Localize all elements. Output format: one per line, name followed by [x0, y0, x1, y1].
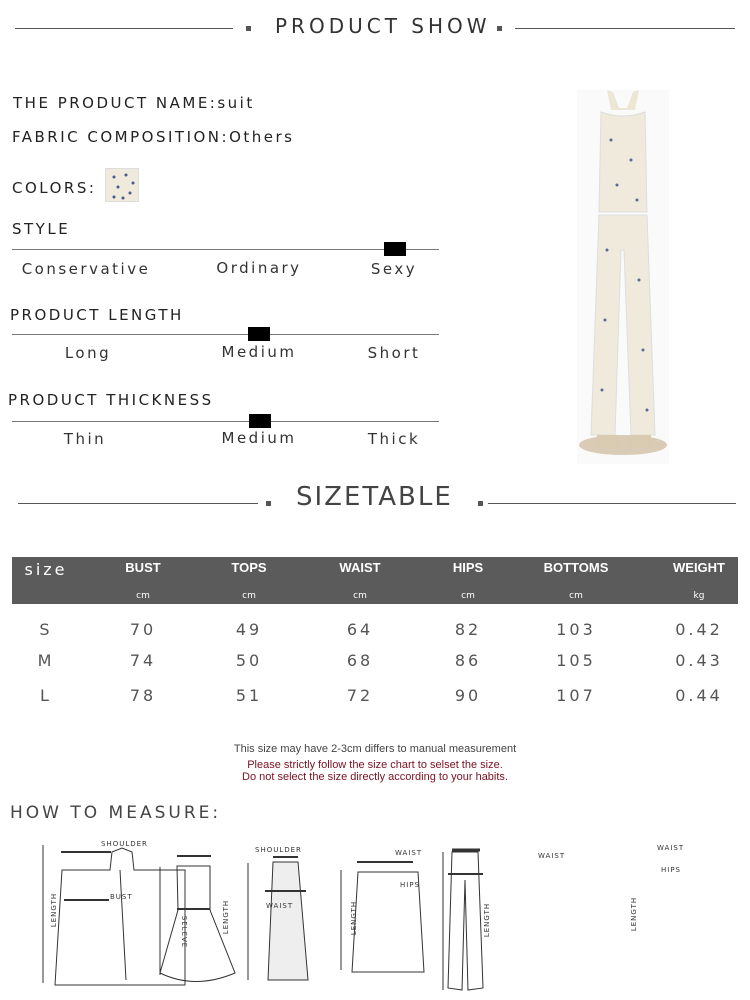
unit: cm: [242, 591, 256, 601]
length-option: Long: [64, 344, 112, 362]
jacket-shoulder-label: SHOULDER: [101, 840, 148, 848]
thickness-scale: [12, 421, 439, 422]
divider: [515, 28, 735, 29]
style-scale: [12, 249, 439, 250]
fabric-composition: FABRIC COMPOSITION:Others: [12, 128, 295, 146]
unit: cm: [461, 591, 475, 601]
how-to-measure-title: HOW TO MEASURE:: [10, 803, 222, 823]
page-title: PRODUCT SHOW: [275, 14, 491, 38]
divider-dot: [497, 26, 502, 31]
pants-waist-label: WAIST: [657, 844, 685, 852]
header-waist: WAIST: [339, 560, 381, 575]
jacket-bust-label: BUST: [110, 893, 133, 901]
unit: cm: [569, 591, 583, 601]
size-value: 74: [129, 651, 157, 670]
pants-diagram: [443, 850, 483, 990]
skirt-hips-label: HIPS: [400, 881, 420, 889]
header-bottoms: BOTTOMS: [543, 560, 609, 575]
style-option: Conservative: [21, 260, 151, 278]
size-value: 82: [454, 620, 482, 639]
header-tops: TOPS: [231, 560, 267, 575]
size-value: 49: [235, 620, 263, 639]
size-value: 90: [454, 686, 482, 705]
divider-dot: [246, 26, 251, 31]
jacket-length-label: LENGTH: [50, 892, 59, 928]
skirt-diagram: [248, 857, 308, 980]
divider: [18, 503, 258, 504]
size-label: M: [37, 651, 55, 670]
dress-length-label: LENGTH: [222, 899, 231, 935]
length-option: Medium: [221, 343, 297, 361]
size-value: 0.44: [675, 686, 723, 705]
divider-dot: [478, 501, 483, 506]
thickness-option: Thick: [367, 430, 421, 448]
colors-label: COLORS:: [12, 179, 97, 197]
jacket-sleeve-label: SELEVE: [180, 915, 189, 949]
length-option: Short: [367, 344, 421, 362]
floral-pattern-icon: [106, 169, 140, 203]
unit: kg: [693, 591, 705, 601]
size-value: 86: [454, 651, 482, 670]
divider: [488, 503, 736, 504]
size-label: S: [39, 620, 53, 639]
style-title: STYLE: [12, 220, 71, 238]
header-weight: WEIGHT: [673, 560, 725, 575]
header-size: size: [24, 560, 68, 579]
size-value: 72: [346, 686, 374, 705]
color-swatch[interactable]: [105, 168, 139, 202]
size-value: 78: [129, 686, 157, 705]
shorts-length-label: LENGTH: [483, 902, 492, 938]
header-hips: HIPS: [452, 560, 484, 575]
size-value: 103: [556, 620, 596, 639]
size-value: 105: [556, 651, 596, 670]
sizetable-title: SIZETABLE: [296, 482, 453, 512]
divider: [15, 28, 233, 29]
size-value: 107: [556, 686, 596, 705]
note-warning: Please strictly follow the size chart to selset the size.: [247, 759, 503, 771]
unit: cm: [353, 591, 367, 601]
dress-waist-label: WAIST: [266, 902, 294, 910]
pants-length-label: LENGTH: [630, 896, 639, 932]
note-warning: Do not select the size directly according to your habits.: [242, 771, 508, 783]
size-value: 51: [235, 686, 263, 705]
style-option: Sexy: [370, 260, 418, 278]
thickness-marker: [249, 414, 271, 428]
length-scale: [12, 334, 439, 335]
shorts-waist-label: WAIST: [538, 852, 566, 860]
unit: cm: [136, 591, 150, 601]
divider-dot: [266, 501, 271, 506]
skirt-waist-label: WAIST: [395, 849, 423, 857]
thickness-title: PRODUCT THICKNESS: [8, 391, 214, 409]
size-value: 68: [346, 651, 374, 670]
product-photo: [577, 90, 669, 464]
size-value: 0.42: [675, 620, 723, 639]
dress-shoulder-label: SHOULDER: [255, 846, 302, 854]
size-value: 70: [129, 620, 157, 639]
size-value: 50: [235, 651, 263, 670]
note-measurement: This size may have 2-3cm differs to manual measurement: [233, 743, 517, 755]
skirt-length-label: LENGTH: [350, 900, 359, 936]
style-option: Ordinary: [216, 259, 302, 277]
length-title: PRODUCT LENGTH: [10, 306, 184, 324]
outfit-illustration: [577, 90, 669, 464]
pants-hips-label: HIPS: [661, 866, 681, 874]
header-bust: BUST: [125, 560, 161, 575]
product-name: THE PRODUCT NAME:suit: [13, 94, 255, 112]
size-table-header: [12, 557, 738, 604]
thickness-option: Medium: [221, 429, 297, 447]
length-marker: [248, 327, 270, 341]
style-marker: [384, 242, 406, 256]
size-value: 0.43: [675, 651, 723, 670]
size-value: 64: [346, 620, 374, 639]
thickness-option: Thin: [63, 430, 107, 448]
jacket-diagram: [43, 845, 185, 985]
size-label: L: [40, 686, 52, 705]
